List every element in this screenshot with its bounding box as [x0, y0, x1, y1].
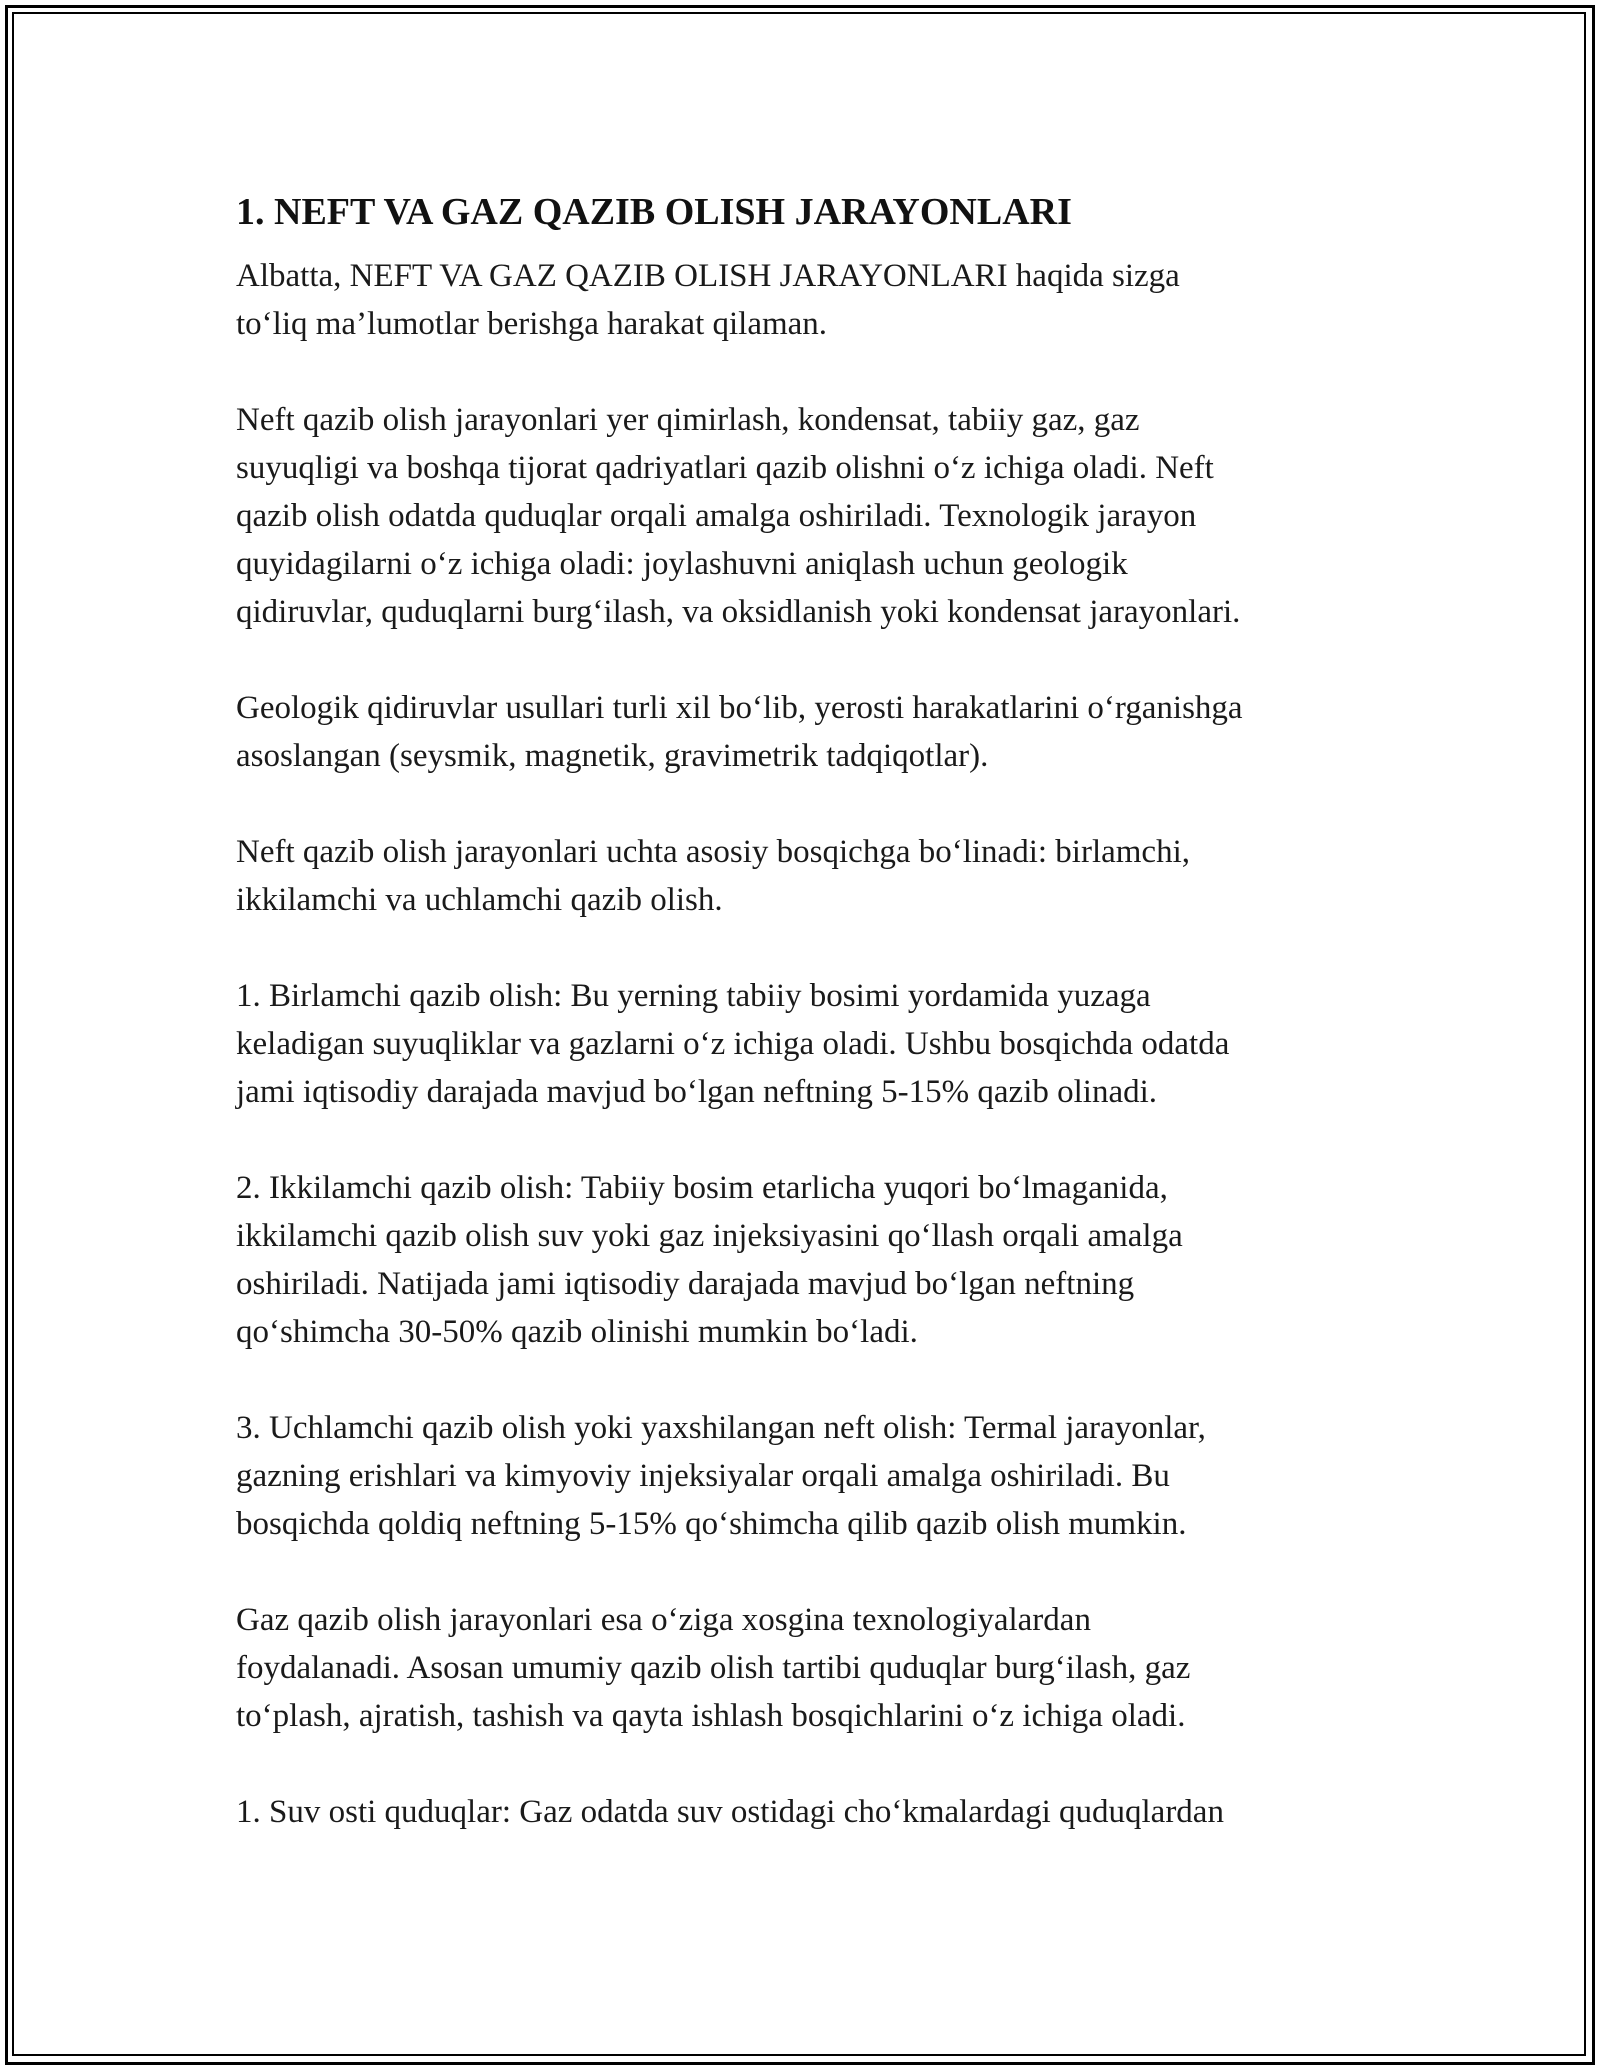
- paragraph-tertiary-recovery: 3. Uchlamchi qazib olish yoki yaxshilangan neft olish: Termal jarayonlar, gazning erishlari va kimyoviy injeksiyalar orqali amalga oshiriladi. Bu bosqichda qoldiq neftning 5-15% qo‘shimcha qilib qazib olish mumkin.: [236, 1410, 1206, 1542]
- paragraph-intro: Albatta, NEFT VA GAZ QAZIB OLISH JARAYONLARI haqida sizga to‘liq ma’lumotlar berishga harakat qilaman.: [236, 258, 1180, 342]
- paragraph-oil-extraction: Neft qazib olish jarayonlari yer qimirlash, kondensat, tabiiy gaz, gaz suyuqligi va boshqa tijorat qadriyatlari qazib olishni o‘z ichiga oladi. Neft qazib olish odatda quduqlar orqali amalga oshiriladi. Texnologik jarayon quyidagilarni o‘z ichiga oladi: joylashuvni aniqlash uchun geologik qidiruvlar, quduqlarni burg‘ilash, va oksidlanish yoki kondensat jarayonlari.: [236, 402, 1241, 630]
- paragraph-secondary-recovery: 2. Ikkilamchi qazib olish: Tabiiy bosim etarlicha yuqori bo‘lmaganida, ikkilamchi qazib olish suv yoki gaz injeksiyasini qo‘llash orqali amalga oshiriladi. Natijada jami iqtisodiy darajada mavjud bo‘lgan neftning qo‘shimcha 30-50% qazib olinishi mumkin bo‘ladi.: [236, 1170, 1183, 1350]
- paragraph-subsea-wells: 1. Suv osti quduqlar: Gaz odatda suv ostidagi cho‘kmalardagi quduqlardan: [236, 1794, 1224, 1830]
- paragraph-three-stages: Neft qazib olish jarayonlari uchta asosiy bosqichga bo‘linadi: birlamchi, ikkilamchi va uchlamchi qazib olish.: [236, 834, 1190, 918]
- paragraph-geological-methods: Geologik qidiruvlar usullari turli xil bo‘lib, yerosti harakatlarini o‘rganishga asoslangan (seysmik, magnetik, gravimetrik tadqiqotlar).: [236, 690, 1243, 774]
- paragraph-primary-recovery: 1. Birlamchi qazib olish: Bu yerning tabiiy bosimi yordamida yuzaga keladigan suyuqliklar va gazlarni o‘z ichiga oladi. Ushbu bosqichda odatda jami iqtisodiy darajada mavjud bo‘lgan neftning 5-15% qazib olinadi.: [236, 978, 1230, 1110]
- paragraph-gas-extraction: Gaz qazib olish jarayonlari esa o‘ziga xosgina texnologiyalardan foydalanadi. Asosan umumiy qazib olish tartibi quduqlar burg‘ilash, gaz to‘plash, ajratish, tashish va qayta ishlash bosqichlarini o‘z ichiga oladi.: [236, 1602, 1191, 1734]
- document-title: 1. NEFT VA GAZ QAZIB OLISH JARAYONLARI: [236, 191, 1072, 233]
- document-body: [236, 186, 1386, 1884]
